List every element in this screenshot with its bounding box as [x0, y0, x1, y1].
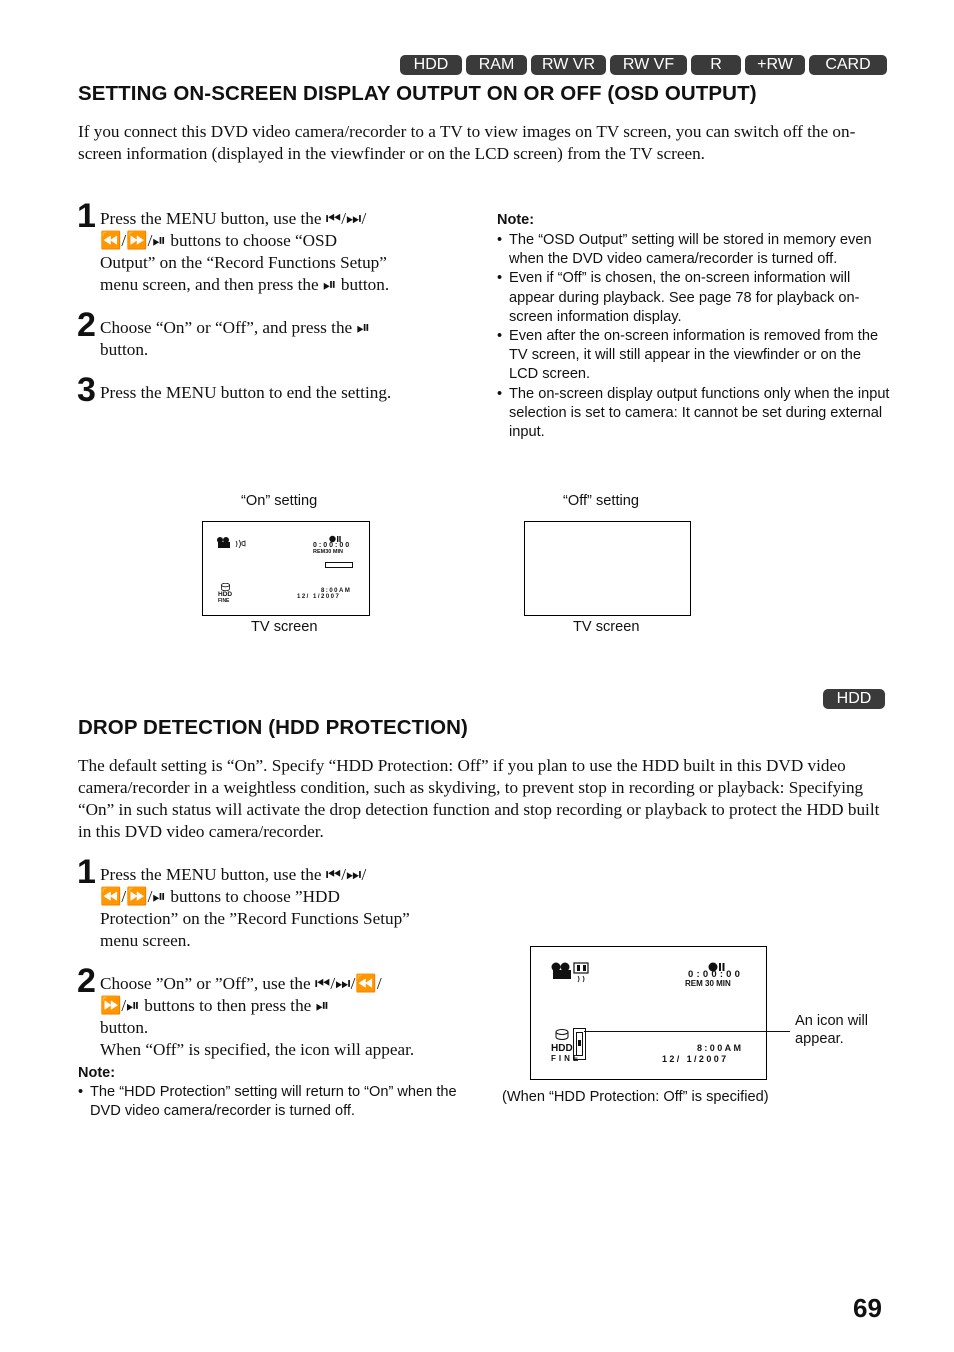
- media-tag-rw-vr: RW VR: [531, 55, 606, 75]
- osd-fine: FINE: [218, 598, 230, 604]
- media-tag-ram: RAM: [466, 55, 527, 75]
- step-text-2: Choose “On” or “Off”, and press the ⏯ button.: [100, 318, 371, 359]
- media-tag-plus-rw: +RW: [745, 55, 805, 75]
- camera-icon: [216, 536, 248, 550]
- osd-hdd: HDD: [551, 1043, 573, 1054]
- osd-counter: 0:00:00: [313, 542, 352, 549]
- osd-fine: FINE: [551, 1054, 582, 1063]
- figure-caption-hdd-protection: (When “HDD Protection: Off” is specified): [502, 1089, 769, 1105]
- osd-date: 12/ 1/2007: [297, 594, 341, 600]
- note-item: • The “HDD Protection” setting will return to “On” when the DVD video camera/recorder is turned off.: [78, 1083, 472, 1121]
- note-list: [497, 231, 891, 442]
- osd-remaining: REM30 MIN: [313, 549, 343, 555]
- step-number-3: 3: [77, 371, 96, 409]
- step-number-1: 1: [77, 853, 96, 891]
- osd-time: 8:00AM: [321, 588, 352, 594]
- callout-text: An icon will appear.: [795, 1013, 868, 1047]
- osd-time: 8:00AM: [697, 1043, 744, 1053]
- step-text-2: Choose ”On” or ”Off”, use the ⏮/⏭/⏪/ ⏩/⏯ buttons to then press the ⏯ button. When “Off” is specified, the icon will appear.: [100, 974, 415, 1059]
- camera-icon: [550, 961, 594, 983]
- tv-screen-label-on: TV screen: [251, 619, 318, 635]
- tv-screen-off: [524, 521, 691, 616]
- note-title: Note:: [78, 1065, 116, 1081]
- section-title-drop-detection: DROP DETECTION (HDD PROTECTION): [78, 716, 468, 739]
- hdd-disk-icon: [555, 1029, 569, 1041]
- media-tag-hdd: HDD: [400, 55, 462, 75]
- note-item: • The “OSD Output” setting will be stored in memory even when the DVD video camera/recorder is turned off.: [497, 231, 891, 269]
- note-item: • Even after the on-screen information is removed from the TV screen, it will still appear in the viewfinder or on the LCD screen.: [497, 327, 891, 385]
- step-text-3: Press the MENU button to end the setting.: [100, 383, 392, 402]
- note-item: • The on-screen display output functions only when the input selection is set to camera: It cannot be set during external input.: [497, 385, 891, 443]
- tv-screen-label-off: TV screen: [573, 619, 640, 635]
- callout-line: [584, 1031, 790, 1032]
- figure-label-off: “Off” setting: [563, 493, 639, 509]
- note-list: [78, 1083, 472, 1121]
- osd-hdd: HDD: [218, 591, 233, 598]
- tv-screen-on: [202, 521, 370, 616]
- media-tag-r: R: [691, 55, 741, 75]
- page-number: 69: [853, 1293, 882, 1323]
- section-intro-drop-detection: The default setting is “On”. Specify “HDD Protection: Off” if you plan to use the HDD built in this DVD video camera/recorder in a weightless condition, such as skydiving, to prevent stop in recording or playback: Specifying “On” in such status will activate the drop detection function and stop recording or playback to protect the HDD built in this DVD video camera/recorder.: [78, 756, 880, 841]
- step-number-2: 2: [77, 306, 96, 344]
- media-tag-rw-vf: RW VF: [610, 55, 687, 75]
- osd-date: 12/ 1/2007: [662, 1054, 729, 1064]
- step-number-1: 1: [77, 197, 96, 235]
- note-item: • Even if “Off” is chosen, the on-screen information will appear during playback. See page 78 for playback on-screen information display.: [497, 269, 891, 327]
- tv-screen-hdd-protection-off: [530, 946, 767, 1080]
- osd-counter: 0:00:00: [688, 969, 744, 980]
- step-text-1: Press the MENU button, use the ⏮/⏭/ ⏪/⏩/⏯ buttons to choose ”HDD Protection” on the ”Record Functions Setup” menu screen.: [100, 865, 410, 950]
- media-tag-card: CARD: [809, 55, 887, 75]
- section-title-osd-output: SETTING ON-SCREEN DISPLAY OUTPUT ON OR OFF (OSD OUTPUT): [78, 82, 757, 105]
- section-intro-osd: If you connect this DVD video camera/recorder to a TV to view images on TV screen, you can switch off the on-screen information (displayed in the viewfinder or on the LCD screen) from the TV screen.: [78, 122, 856, 163]
- battery-indicator: [325, 562, 353, 568]
- step-text-1: Press the MENU button, use the ⏮/⏭/ ⏪/⏩/⏯ buttons to choose “OSD Output” on the “Record Functions Setup” menu screen, and then press the ⏯ button.: [100, 209, 390, 294]
- figure-label-on: “On” setting: [241, 493, 318, 509]
- step-number-2: 2: [77, 962, 96, 1000]
- osd-remaining: REM 30 MIN: [685, 979, 731, 988]
- media-tag-hdd-section2: HDD: [823, 689, 885, 709]
- note-title: Note:: [497, 212, 535, 228]
- hdd-disk-icon: [221, 583, 230, 591]
